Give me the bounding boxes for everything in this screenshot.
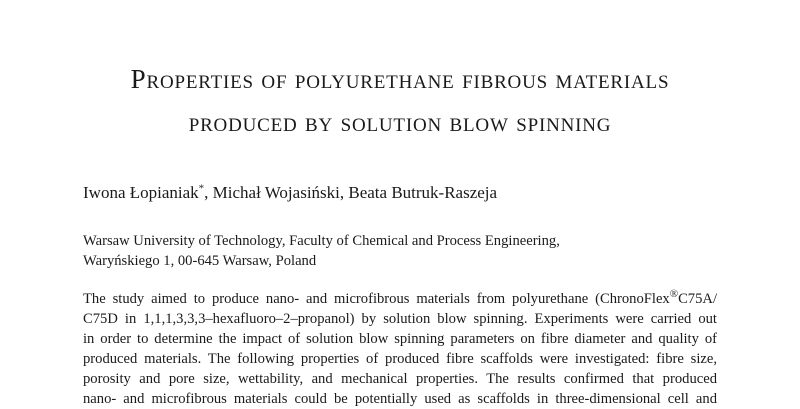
paper-title xyxy=(0,62,800,139)
abstract-line-6: nano- and microfibrous materials could be potentially used as scaffolds in three-dimensional cell and xyxy=(83,391,717,407)
corresponding-author-mark: * xyxy=(198,182,205,195)
title-line-1: Properties of polyurethane fibrous materials xyxy=(130,64,670,94)
other-authors: , Michał Wojasiński, Beata Butruk-Raszeja xyxy=(204,183,498,202)
affiliation xyxy=(83,231,560,271)
abstract xyxy=(83,289,717,409)
affiliation-line-2: Waryńskiego 1, 00-645 Warsaw, Poland xyxy=(83,253,317,269)
abstract-line-2: C75D in 1,1,1,3,3,3–hexafluoro–2–propanol) by solution blow spinning. Experiments were carried out xyxy=(83,311,717,327)
abstract-line-1 xyxy=(83,289,717,309)
abstract-line-1-text: The study aimed to produce nano- and microfibrous materials from polyurethane (ChronoFlex xyxy=(83,291,670,307)
affiliation-line-1: Warsaw University of Technology, Faculty of Chemical and Process Engineering, xyxy=(83,233,560,249)
abstract-line-4: produced materials. The following properties of produced fibre scaffolds were investigated: fibre size, xyxy=(83,351,717,367)
registered-mark: ® xyxy=(669,288,679,301)
first-author: Iwona Łopianiak xyxy=(83,183,199,202)
abstract-line-1-end: C75A/ xyxy=(678,291,717,307)
author-list xyxy=(83,182,497,204)
abstract-line-5: porosity and pore size, wettability, and mechanical properties. The results confirmed that produced xyxy=(83,371,717,387)
abstract-line-3: in order to determine the impact of solution blow spinning parameters on fibre diameter and quality of xyxy=(83,331,717,347)
title-line-2: produced by solution blow spinning xyxy=(188,107,612,137)
